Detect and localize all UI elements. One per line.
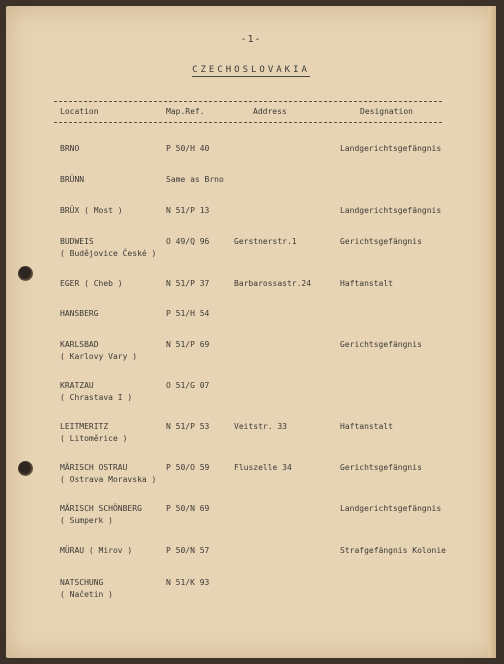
designation-cell: Gerichtsgefängnis [340, 340, 422, 349]
location-alt-name: ( Chrastava I ) [60, 393, 133, 402]
location-cell [60, 278, 123, 290]
map-ref-cell: N 51/P 53 [166, 422, 210, 431]
location-name: BRÜNN [60, 175, 85, 184]
location-name: MÄRISCH SCHÖNBERG [60, 504, 142, 513]
map-ref-cell: N 51/P 69 [166, 340, 210, 349]
document-page [6, 6, 496, 658]
address-cell: Veitstr. 33 [234, 422, 287, 431]
location-alt-name: ( Načetin ) [60, 590, 113, 599]
designation-cell: Landgerichtsgefängnis [340, 504, 442, 513]
column-header-address: Address [253, 107, 287, 116]
map-ref-cell: P 51/H 54 [166, 309, 210, 318]
map-ref-cell: O 49/Q 96 [166, 237, 210, 246]
location-name: BRÜX ( Most ) [60, 206, 123, 215]
location-cell [60, 421, 127, 445]
address-cell: Barbarossastr.24 [234, 279, 312, 288]
location-name: KARLSBAD [60, 340, 99, 349]
location-cell [60, 205, 123, 217]
designation-cell: Landgerichtsgefängnis [340, 144, 442, 153]
map-ref-cell: P 50/N 69 [166, 504, 210, 513]
location-cell [60, 380, 132, 404]
map-ref-cell: N 51/P 13 [166, 206, 210, 215]
designation-cell: Haftanstalt [340, 279, 393, 288]
location-cell [60, 577, 113, 601]
designation-cell: Haftanstalt [340, 422, 393, 431]
address-cell: Gerstnerstr.1 [234, 237, 297, 246]
location-alt-name: ( Ostrava Moravska ) [60, 475, 157, 484]
map-ref-cell: O 51/G 07 [166, 381, 210, 390]
location-cell [60, 545, 132, 557]
punch-hole [18, 461, 33, 476]
designation-cell: Landgerichtsgefängnis [340, 206, 442, 215]
location-name: MÜRAU ( Mirov ) [60, 546, 133, 555]
location-cell [60, 308, 99, 320]
column-header-designation: Designation [360, 107, 413, 116]
location-cell [60, 503, 142, 527]
location-cell [60, 236, 156, 260]
binding-edge [488, 6, 496, 658]
location-name: HANSBERG [60, 309, 99, 318]
address-cell: Fluszelle 34 [234, 463, 292, 472]
location-name: BUDWEIS [60, 237, 94, 246]
location-cell [60, 143, 79, 155]
column-header-location: Location [60, 107, 99, 116]
location-name: BRNO [60, 144, 80, 153]
map-ref-cell: P 50/N 57 [166, 546, 210, 555]
map-ref-cell: Same as Brno [166, 175, 224, 184]
map-ref-cell: N 51/P 37 [166, 279, 210, 288]
location-name: NATSCHUNG [60, 578, 104, 587]
punch-hole [18, 266, 33, 281]
column-header-map-ref: Map.Ref. [166, 107, 205, 116]
map-ref-cell: P 50/H 40 [166, 144, 210, 153]
page-number: -1- [240, 34, 262, 45]
location-name: EGER ( Cheb ) [60, 279, 123, 288]
location-name: KRATZAU [60, 381, 94, 390]
location-cell [60, 462, 156, 486]
location-alt-name: ( Karlovy Vary ) [60, 352, 138, 361]
header-rule-bottom [54, 122, 442, 123]
map-ref-cell: P 50/O 59 [166, 463, 210, 472]
designation-cell: Gerichtsgefängnis [340, 237, 422, 246]
title-text: CZECHOSLOVAKIA [192, 65, 310, 75]
location-alt-name: ( Litoměrice ) [60, 434, 128, 443]
designation-cell: Gerichtsgefängnis [340, 463, 422, 472]
map-ref-cell: N 51/K 93 [166, 578, 210, 587]
location-alt-name: ( Sumperk ) [60, 516, 113, 525]
location-cell [60, 174, 84, 186]
header-rule-top [54, 101, 442, 102]
location-name: MÄRISCH OSTRAU [60, 463, 128, 472]
location-name: LEITMERITZ [60, 422, 109, 431]
designation-cell: Strafgefängnis Kolonie [340, 546, 446, 555]
location-cell [60, 339, 137, 363]
location-alt-name: ( Budějovice České ) [60, 249, 157, 258]
page-title [6, 65, 496, 75]
